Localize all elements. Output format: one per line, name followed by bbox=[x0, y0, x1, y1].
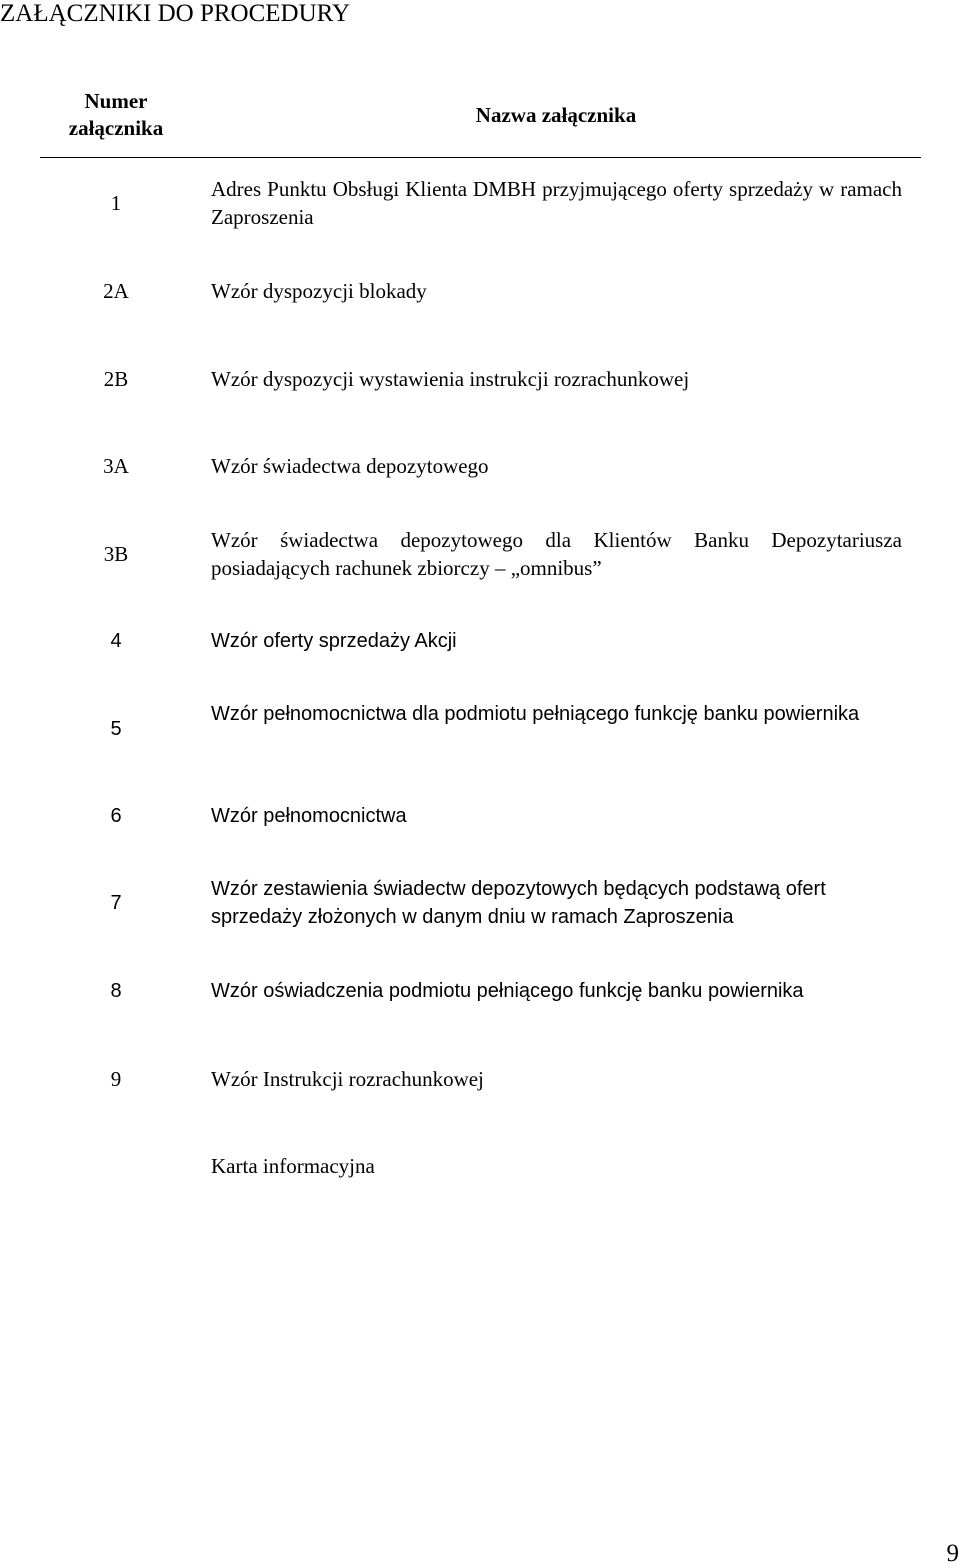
attachment-name: Karta informacyjna bbox=[211, 1154, 375, 1178]
attachment-number: 4 bbox=[110, 630, 122, 652]
attachment-name: Wzór świadectwa depozytowego dla Klientów Banku Depozytariusza posiadających rachunek zbiorczy – „omnibus” bbox=[211, 528, 902, 580]
page-number: 9 bbox=[946, 1540, 959, 1567]
attachment-number: 3A bbox=[103, 454, 129, 478]
attachment-number: 2A bbox=[103, 279, 129, 303]
attachment-number: 8 bbox=[110, 980, 122, 1002]
column-header-name: Nazwa załącznika bbox=[475, 103, 637, 127]
attachment-name: Wzór świadectwa depozytowego bbox=[211, 454, 489, 478]
attachment-name: Wzór pełnomocnictwa dla podmiotu pełniącego funkcję banku powiernika bbox=[211, 703, 860, 725]
attachment-number: 9 bbox=[110, 1067, 122, 1091]
attachment-name: Wzór pełnomocnictwa bbox=[211, 805, 407, 827]
attachment-name: Wzór zestawienia świadectw depozytowych będących podstawą ofert sprzedaży złożonych w danym dniu w ramach Zaproszenia bbox=[211, 878, 826, 928]
attachment-number: 3B bbox=[103, 542, 129, 566]
attachment-number: 1 bbox=[110, 191, 122, 215]
attachment-number: 6 bbox=[110, 805, 122, 827]
page-title: ZAŁĄCZNIKI DO PROCEDURY bbox=[0, 0, 350, 27]
attachment-name: Adres Punktu Obsługi Klienta DMBH przyjmującego oferty sprzedaży w ramach Zaproszenia bbox=[211, 177, 902, 229]
attachment-name: Wzór dyspozycji wystawienia instrukcji rozrachunkowej bbox=[211, 367, 690, 391]
attachment-name: Wzór oferty sprzedaży Akcji bbox=[211, 630, 457, 652]
column-header-number: Numer załącznika bbox=[68, 89, 164, 140]
attachment-number: 7 bbox=[110, 892, 122, 914]
attachment-name: Wzór dyspozycji blokady bbox=[211, 279, 427, 303]
attachment-number: 5 bbox=[110, 718, 122, 740]
header-divider bbox=[40, 157, 921, 158]
attachment-name: Wzór Instrukcji rozrachunkowej bbox=[211, 1067, 484, 1091]
attachment-number: 2B bbox=[103, 367, 129, 391]
attachment-name: Wzór oświadczenia podmiotu pełniącego funkcję banku powiernika bbox=[211, 980, 804, 1002]
